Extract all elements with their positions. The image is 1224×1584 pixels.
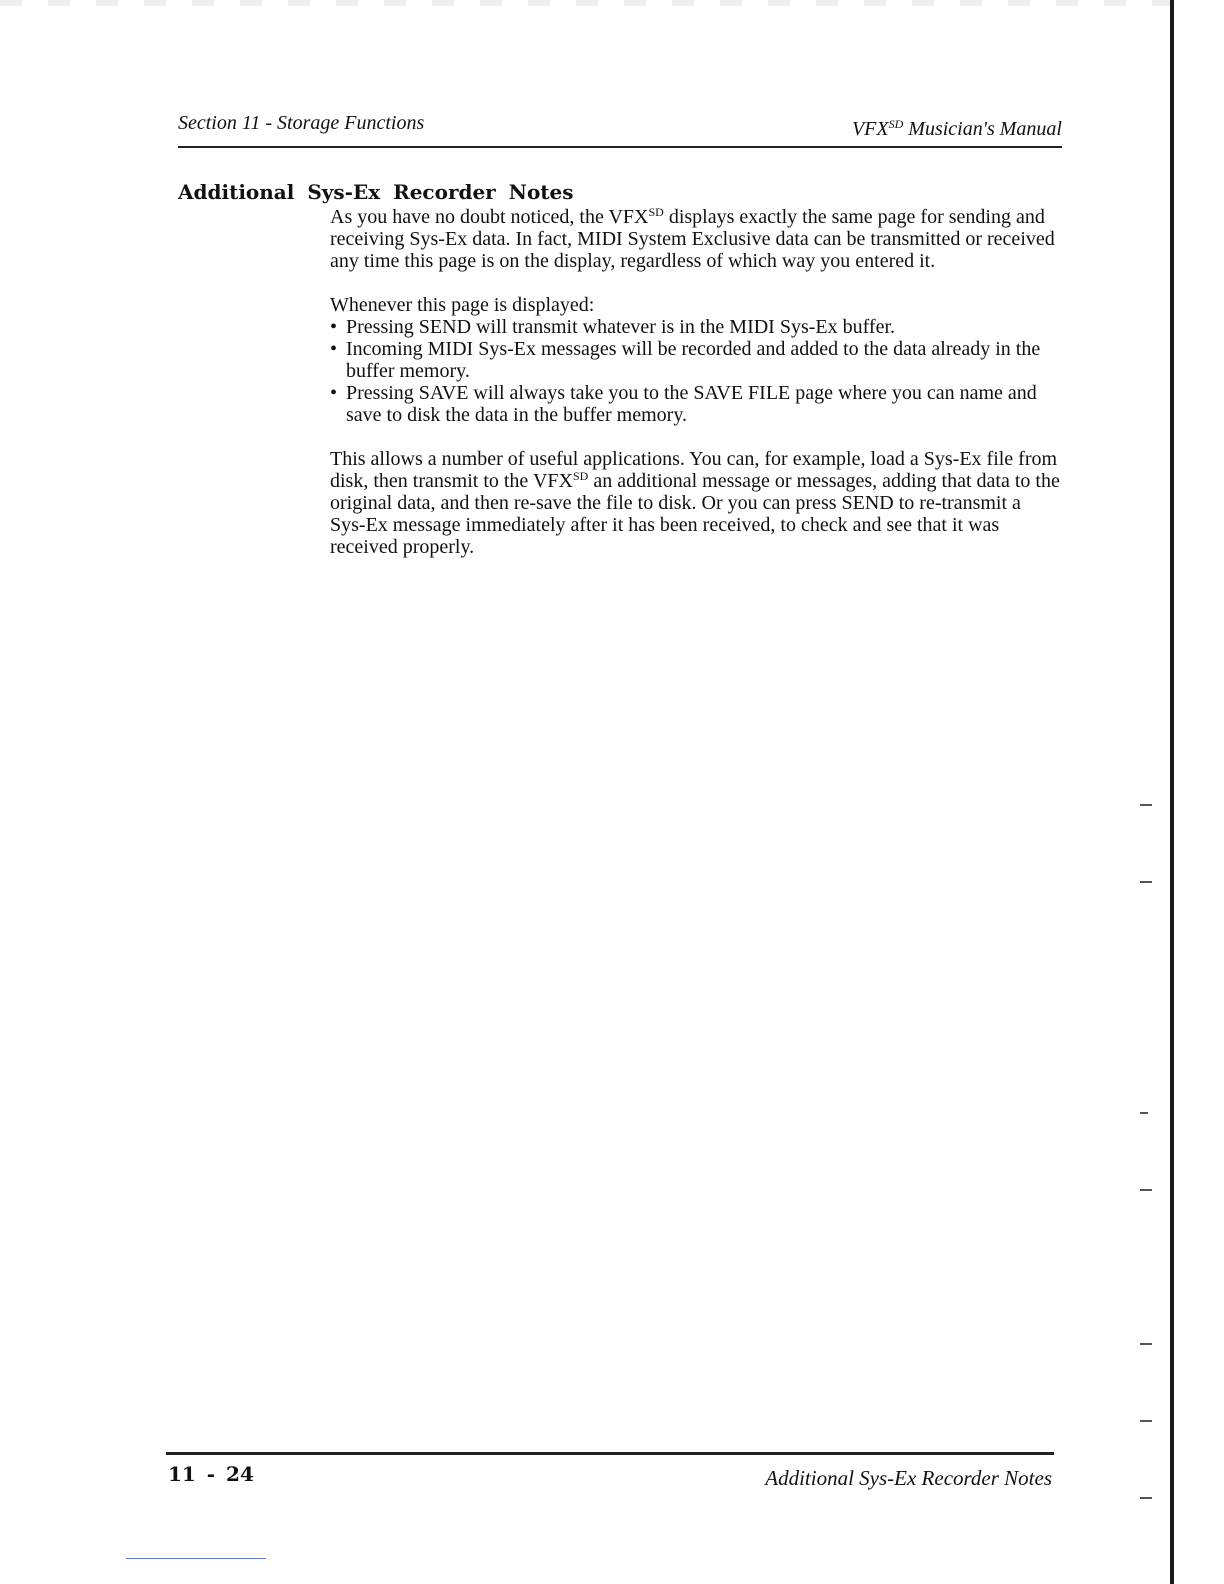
scan-bottom-line: [126, 1558, 266, 1559]
header-manual-superscript: SD: [888, 117, 904, 131]
header-manual-prefix: VFX: [851, 118, 889, 140]
scan-page-edge: [1170, 0, 1174, 1584]
list-item: [330, 316, 1060, 338]
bullet-marker: •: [330, 338, 338, 360]
paragraph-1-part-b: displays exactly the same page for sending and receiving Sys-Ex data. In fact, MIDI System Exclusive data can be transmitted or received any time this page is on the display, regardless of which way you entered it.: [330, 206, 1055, 272]
scan-tick: [1140, 1112, 1148, 1114]
scan-tick: [1140, 1189, 1152, 1191]
body-text: [330, 206, 1060, 580]
header-manual-title: [852, 118, 1062, 141]
header-manual-suffix: Musician's Manual: [903, 118, 1062, 140]
footer-rule: [166, 1452, 1054, 1455]
paragraph-1-superscript: SD: [648, 205, 664, 219]
paragraph-2-part-b: an additional message or messages, adding that data to the original data, and then re-save the file to disk. Or you can press SEND to re-transmit a Sys-Ex message immediately after it has been received, to check and see that it was received properly.: [330, 470, 1060, 558]
page-number: 11 - 24: [168, 1462, 254, 1486]
scan-tick: [1140, 1343, 1152, 1345]
scan-tick: [1140, 1420, 1152, 1422]
bullet-marker: •: [330, 382, 338, 404]
scan-tick: [1140, 804, 1152, 806]
running-header: [178, 112, 1062, 148]
list-item: [330, 382, 1060, 426]
list-item-text: Pressing SAVE will always take you to the SAVE FILE page where you can name and save to disk the data in the buffer memory.: [346, 382, 1037, 426]
section-heading: Additional Sys-Ex Recorder Notes: [178, 180, 574, 204]
list-item-text: Incoming MIDI Sys-Ex messages will be recorded and added to the data already in the buffer memory.: [346, 338, 1041, 382]
scan-tick: [1140, 881, 1152, 883]
paragraph-2-superscript: SD: [572, 469, 589, 483]
footer-title: Additional Sys-Ex Recorder Notes: [765, 1466, 1052, 1490]
list-item: [330, 338, 1060, 382]
paragraph-1-part-a: As you have no doubt noticed, the VFX: [330, 206, 649, 228]
header-section: Section 11 - Storage Functions: [178, 112, 425, 134]
bullet-marker: •: [330, 316, 338, 338]
paragraph-1: [330, 206, 1060, 272]
list-item-text: Pressing SEND will transmit whatever is in the MIDI Sys-Ex buffer.: [346, 316, 896, 338]
paragraph-2: [330, 448, 1060, 558]
bullet-list: [330, 316, 1060, 426]
list-intro: Whenever this page is displayed:: [330, 294, 595, 316]
scan-top-noise: [0, 0, 1170, 6]
scan-tick: [1140, 1497, 1152, 1499]
paragraph-2-part-a: This allows a number of useful applications. You can, for example, load a Sys-Ex file from disk, then transmit to the VFX: [330, 448, 1058, 492]
